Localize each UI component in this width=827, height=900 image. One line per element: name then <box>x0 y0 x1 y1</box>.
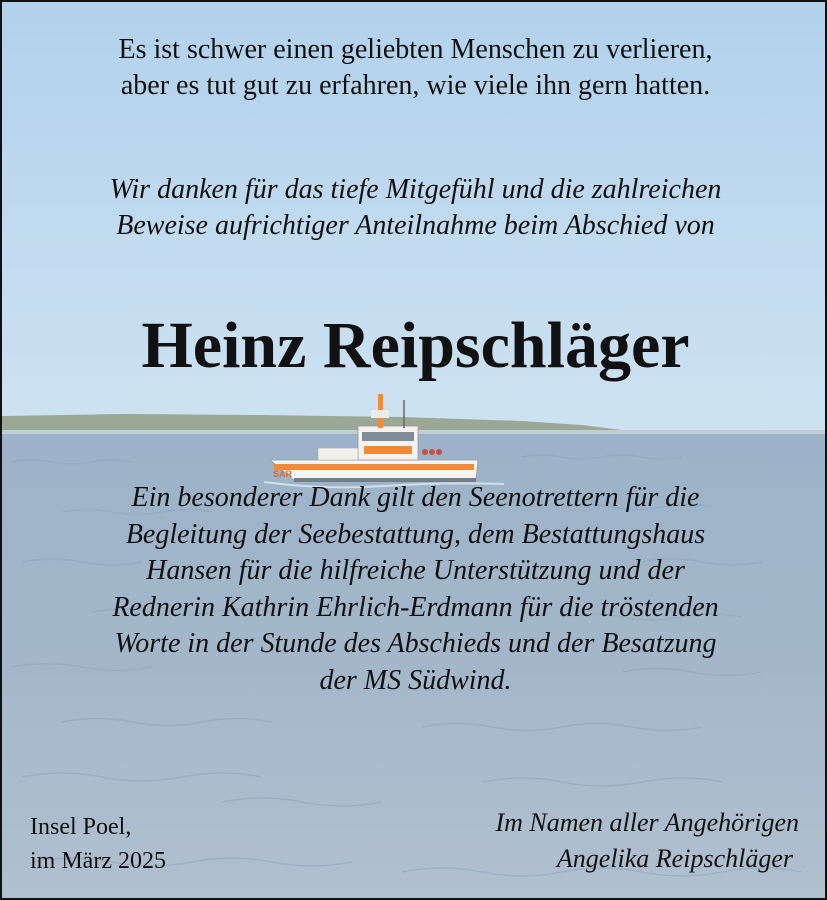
thanks-line: Beweise aufrichtiger Anteilnahme beim Abschied von <box>116 210 715 241</box>
signature-intro: Im Namen aller Angehörigen <box>495 808 799 837</box>
special-thanks-line: der MS Südwind. <box>319 664 512 696</box>
thanks-line: Wir danken für das tiefe Mitgefühl und die zahlreichen <box>109 174 722 205</box>
place: Insel Poel, <box>30 814 132 840</box>
place-date <box>30 810 166 878</box>
special-thanks-line: Rednerin Kathrin Ehrlich-Erdmann für die tröstenden <box>112 591 719 623</box>
signature-block <box>495 805 799 877</box>
special-thanks-line: Begleitung der Seebestattung, dem Bestattungshaus <box>125 518 706 550</box>
photo-fade-overlay <box>2 2 827 900</box>
date: im März 2025 <box>30 848 166 874</box>
sea-rescue-boat-photo <box>2 2 827 900</box>
special-thanks-line: Worte in der Stunde des Abschieds und der Besatzung <box>114 628 717 660</box>
motto-line: aber es tut gut zu erfahren, wie viele ihn gern hatten. <box>120 70 711 101</box>
thanks-statement <box>2 172 827 244</box>
motto-line: Es ist schwer einen geliebten Menschen zu verlieren, <box>118 34 713 65</box>
special-thanks-line: Ein besonderer Dank gilt den Seenotrettern für die <box>131 482 700 513</box>
special-thanks-line: Hansen für die hilfreiche Unterstützung und der <box>146 555 685 587</box>
motto-quote <box>2 32 827 104</box>
boat-marking: SAR <box>273 469 293 479</box>
special-thanks <box>2 480 827 700</box>
signatory-name: Angelika Reipschläger <box>556 844 793 873</box>
deceased-name: Heinz Reipschläger <box>141 309 690 382</box>
